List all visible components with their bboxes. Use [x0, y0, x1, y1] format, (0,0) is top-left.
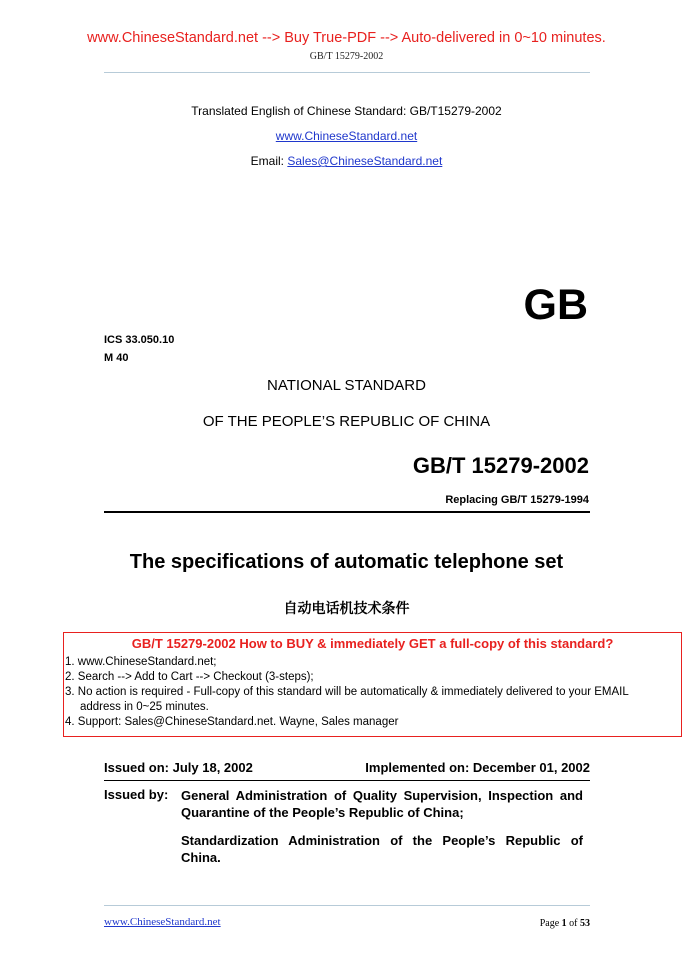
title-divider [104, 511, 590, 513]
country-heading: OF THE PEOPLE’S REPUBLIC OF CHINA [202, 413, 491, 430]
page-label: Page [539, 918, 560, 929]
purchase-step: 3. No action is required - Full-copy of this standard will be automatically & immediately delivered to your EMAIL address in 0~25 minutes. [65, 686, 629, 713]
purchase-step: 4. Support: Sales@ChineseStandard.net. Wayne, Sales manager [65, 716, 399, 728]
national-standard-heading: NATIONAL STANDARD [267, 377, 426, 394]
implemented-on: Implemented on: December 01, 2002 [365, 760, 590, 775]
purchase-step: 1. www.ChineseStandard.net; [65, 656, 217, 668]
issued-on: Issued on: July 18, 2002 [104, 760, 253, 775]
page-total: 53 [580, 918, 590, 929]
issue-divider [104, 780, 590, 781]
purchase-step: 2. Search --> Add to Cart --> Checkout (3-steps); [65, 671, 314, 683]
promo-banner[interactable]: www.ChineseStandard.net --> Buy True-PDF --> Auto-delivered in 0~10 minutes. [87, 30, 606, 46]
chinese-title: 自动电话机技术条件 [283, 600, 410, 616]
purchase-heading: GB/T 15279-2002 How to BUY & immediately GET a full-copy of this standard? [131, 636, 614, 651]
purchase-info-box [63, 632, 682, 737]
footer-link[interactable]: www.ChineseStandard.net [104, 916, 221, 928]
website-line [0, 129, 693, 143]
document-title: The specifications of automatic telephone set [129, 551, 564, 573]
email-label: Email: [250, 154, 285, 168]
page-indicator [490, 918, 590, 929]
purchase-steps [64, 655, 665, 730]
issuing-body-1: General Administration of Quality Supervision, Inspection and Quarantine of the People’s Republic of China; [181, 788, 583, 820]
translation-note: Translated English of Chinese Standard: GB/T15279-2002 [191, 104, 502, 118]
issuing-body-2: Standardization Administration of the People’s Republic of China. [181, 833, 583, 865]
ics-code: ICS 33.050.10 [104, 334, 175, 346]
email-link[interactable]: Sales@ChineseStandard.net [287, 154, 443, 168]
header-divider [104, 72, 590, 73]
issue-dates-row [104, 760, 590, 775]
email-line [0, 154, 693, 168]
issued-by-label: Issued by: [104, 787, 169, 802]
page-of: of [569, 918, 578, 929]
footer-website-link [104, 916, 221, 928]
website-link[interactable]: www.ChineseStandard.net [275, 129, 418, 143]
standard-number: GB/T 15279-2002 [412, 453, 589, 478]
gb-mark: GB [523, 281, 588, 329]
replacing-note: Replacing GB/T 15279-1994 [445, 494, 589, 506]
footer-divider [104, 905, 590, 906]
header-doc-code: GB/T 15279-2002 [309, 51, 384, 62]
m-code: M 40 [104, 352, 129, 364]
page-current: 1 [561, 918, 567, 929]
